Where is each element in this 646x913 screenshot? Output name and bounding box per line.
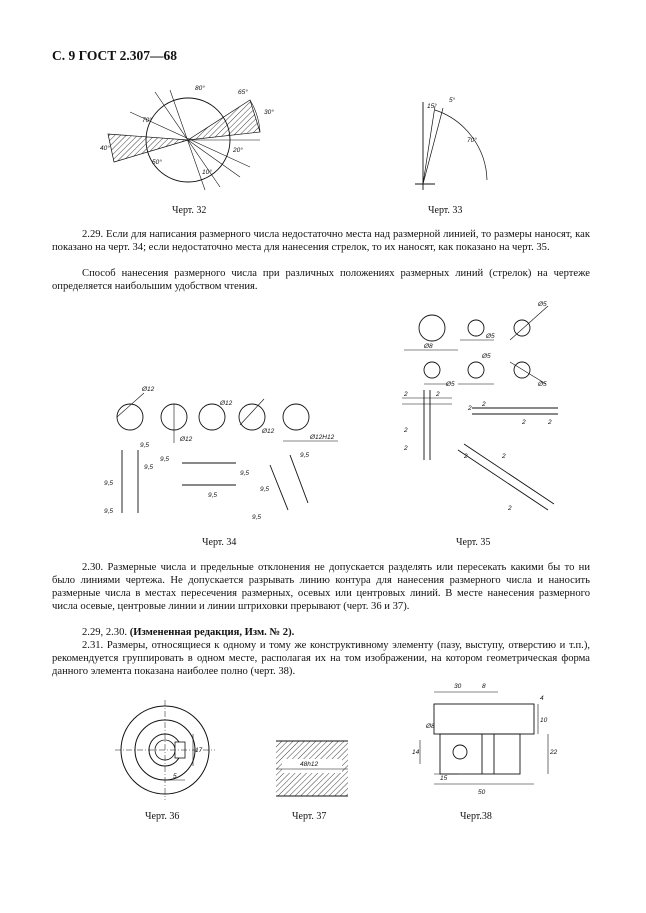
fig34-label: 9,5 (140, 442, 150, 449)
fig32-label: 20° (233, 147, 243, 154)
fig38-label: 8 (482, 683, 486, 690)
figure-34 (100, 385, 340, 525)
page-header: С. 9 ГОСТ 2.307—68 (52, 48, 178, 63)
fig35-label: 2 (482, 401, 486, 408)
caption-33: Черт. 33 (428, 205, 463, 216)
fig38-label: 4 (540, 695, 544, 702)
fig38-label: 22 (550, 749, 558, 756)
fig34-label: Ø12 (142, 386, 155, 393)
figure-32 (100, 82, 280, 192)
fig34-label: 9,5 (144, 464, 154, 471)
fig34-label: Ø12 (220, 400, 233, 407)
figure-35 (398, 300, 568, 520)
fig34-label: 9,5 (104, 508, 114, 515)
paragraph-2-30: 2.30. Размерные числа и предельные отклонения не допускается разделять или пересекать какими бы то ни было линиями чертежа. Не допускается разрывать линию контура для нанесения размерного числа и наносить размерные числа в местах пересечения размерных, осевых или центровых линий. В месте нанесения размерного числа осевые, центровые линии и линии штриховки прерывают (черт. 36 и 37). (52, 562, 590, 612)
fig34-label: 9,5 (252, 514, 262, 521)
figure-36 (115, 700, 225, 800)
fig35-label: Ø5 (538, 381, 547, 388)
fig37-label: 48h12 (300, 761, 319, 768)
fig35-label: 2 (468, 405, 472, 412)
paragraph-2-29-2-30: 2.29, 2.30. (Измененная редакция, Изм. № 2). (82, 627, 295, 638)
fig34-label: 9,5 (208, 492, 218, 499)
fig32-label: 10° (202, 169, 212, 176)
figure-38 (398, 680, 558, 800)
fig38-label: 30 (454, 683, 462, 690)
fig35-label: 2 (548, 419, 552, 426)
fig35-label: Ø5 (538, 301, 547, 308)
fig35-label: 2 (508, 505, 512, 512)
caption-38: Черт.38 (460, 811, 492, 822)
fig35-label: Ø5 (482, 353, 491, 360)
paragraph-2-29: 2.29. Если для написания размерного числа недостаточно места над размерной линией, то размеры наносят, как показано на черт. 34; если недостаточно места для нанесения стрелок, то их наносят, как показано на черт. 35. (52, 229, 590, 253)
fig35-label: 2 (404, 427, 408, 434)
fig38-label: Ø8 (426, 723, 435, 730)
fig35-label: 2 (464, 453, 468, 460)
fig34-label: 9,5 (300, 452, 310, 459)
fig35-label: 2 (436, 391, 440, 398)
fig35-label: 2 (404, 445, 408, 452)
paragraph-2-31: 2.31. Размеры, относящиеся к одному и тому же конструктивному элементу (пазу, выступу, отверстию и т.п.), рекомендуется группировать в одном месте, располагая их на том изображении, на котором геометрическая форма данного элемента показана наиболее полно (черт. 38). (52, 640, 590, 677)
fig34-label: Ø12 (262, 428, 275, 435)
fig33-label: 5° (449, 97, 456, 104)
fig33-label: 70° (467, 137, 477, 144)
fig34-label: Ø12Н12 (310, 434, 335, 441)
figure-37 (276, 741, 356, 801)
fig35-label: Ø5 (446, 381, 455, 388)
fig32-label: 80° (195, 85, 205, 92)
caption-32: Черт. 32 (172, 205, 207, 216)
fig35-label: 2 (522, 419, 526, 426)
figure-33 (405, 92, 495, 192)
fig32-label: 65° (238, 89, 248, 96)
caption-37: Черт. 37 (292, 811, 327, 822)
fig35-label: Ø5 (486, 333, 495, 340)
fig32-label: 70° (142, 117, 152, 124)
fig33-label: 15° (427, 103, 437, 110)
paragraph-2-29-b: Способ нанесения размерного числа при различных положениях размерных линий (стрелок) на чертеже определяется наибольшим удобством чтения. (52, 268, 590, 292)
fig34-label: 9,5 (104, 480, 114, 487)
fig32-label: 50° (152, 159, 162, 166)
caption-34: Черт. 34 (202, 537, 237, 548)
fig34-label: 9,5 (260, 486, 270, 493)
fig32-label: 40° (100, 145, 110, 152)
fig34-label: Ø12 (180, 436, 193, 443)
fig38-label: 14 (412, 749, 420, 756)
fig35-label: 2 (404, 391, 408, 398)
fig36-label: 17 (195, 747, 203, 754)
fig38-label: 50 (478, 789, 486, 796)
caption-36: Черт. 36 (145, 811, 180, 822)
fig36-label: 5 (173, 773, 177, 780)
fig35-label: 2 (502, 453, 506, 460)
fig35-label: Ø8 (424, 343, 433, 350)
fig34-label: 9,5 (240, 470, 250, 477)
fig38-label: 15 (440, 775, 448, 782)
fig34-label: 9,5 (160, 456, 170, 463)
caption-35: Черт. 35 (456, 537, 491, 548)
fig38-label: 10 (540, 717, 548, 724)
fig32-label: 30° (264, 109, 274, 116)
